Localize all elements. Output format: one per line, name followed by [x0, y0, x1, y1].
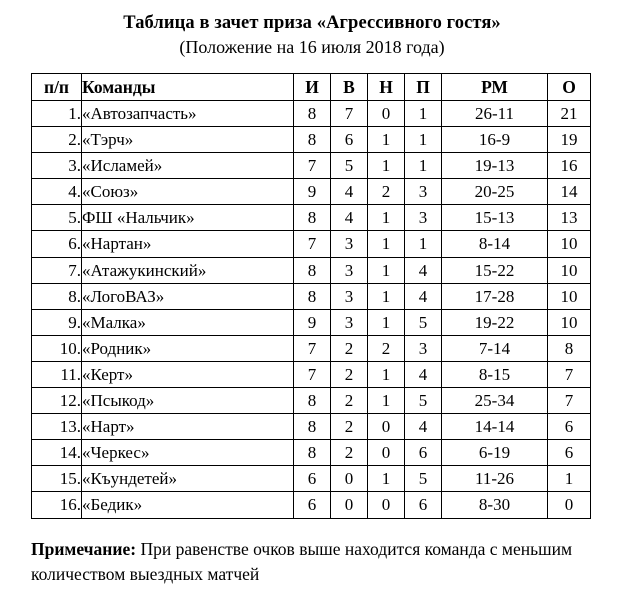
cell-games: 8	[294, 127, 331, 153]
cell-losses: 4	[405, 283, 442, 309]
cell-points: 7	[548, 388, 591, 414]
cell-draws: 1	[368, 388, 405, 414]
cell-games: 6	[294, 466, 331, 492]
cell-team: «Малка»	[82, 309, 294, 335]
cell-draws: 1	[368, 309, 405, 335]
column-header-draws: Н	[368, 74, 405, 101]
cell-rank: 1.	[32, 101, 82, 127]
cell-draws: 1	[368, 466, 405, 492]
cell-points: 8	[548, 335, 591, 361]
cell-goal-difference: 19-13	[442, 153, 548, 179]
column-header-games: И	[294, 74, 331, 101]
cell-draws: 0	[368, 492, 405, 518]
cell-losses: 4	[405, 257, 442, 283]
cell-team: ФШ «Нальчик»	[82, 205, 294, 231]
cell-wins: 2	[331, 388, 368, 414]
table-row	[32, 335, 591, 361]
table-header	[32, 74, 591, 101]
cell-draws: 2	[368, 179, 405, 205]
cell-wins: 4	[331, 179, 368, 205]
cell-losses: 1	[405, 127, 442, 153]
cell-goal-difference: 25-34	[442, 388, 548, 414]
cell-rank: 6.	[32, 231, 82, 257]
cell-points: 19	[548, 127, 591, 153]
cell-points: 0	[548, 492, 591, 518]
cell-goal-difference: 8-30	[442, 492, 548, 518]
cell-team: «Бедик»	[82, 492, 294, 518]
table-row	[32, 153, 591, 179]
cell-games: 9	[294, 179, 331, 205]
cell-wins: 2	[331, 414, 368, 440]
cell-team: «Тэрч»	[82, 127, 294, 153]
cell-draws: 1	[368, 257, 405, 283]
cell-rank: 9.	[32, 309, 82, 335]
table-row	[32, 257, 591, 283]
cell-team: «Псыкод»	[82, 388, 294, 414]
cell-losses: 3	[405, 179, 442, 205]
cell-wins: 0	[331, 466, 368, 492]
table-row	[32, 440, 591, 466]
cell-rank: 5.	[32, 205, 82, 231]
cell-team: «Исламей»	[82, 153, 294, 179]
cell-games: 8	[294, 283, 331, 309]
cell-rank: 11.	[32, 361, 82, 387]
cell-team: «Къундетей»	[82, 466, 294, 492]
cell-wins: 6	[331, 127, 368, 153]
column-header-wins: В	[331, 74, 368, 101]
cell-draws: 2	[368, 335, 405, 361]
table-row	[32, 414, 591, 440]
cell-team: «Союз»	[82, 179, 294, 205]
standings-table-container	[0, 73, 624, 519]
cell-wins: 3	[331, 283, 368, 309]
cell-draws: 1	[368, 361, 405, 387]
cell-goal-difference: 19-22	[442, 309, 548, 335]
cell-losses: 1	[405, 101, 442, 127]
cell-wins: 7	[331, 101, 368, 127]
footnote-label: Примечание:	[31, 538, 137, 559]
cell-points: 10	[548, 231, 591, 257]
cell-points: 1	[548, 466, 591, 492]
cell-wins: 2	[331, 440, 368, 466]
footnote	[0, 537, 624, 587]
table-row	[32, 388, 591, 414]
cell-goal-difference: 6-19	[442, 440, 548, 466]
cell-goal-difference: 15-13	[442, 205, 548, 231]
cell-losses: 3	[405, 205, 442, 231]
cell-points: 14	[548, 179, 591, 205]
cell-wins: 5	[331, 153, 368, 179]
table-row	[32, 127, 591, 153]
cell-wins: 2	[331, 361, 368, 387]
cell-team: «Черкес»	[82, 440, 294, 466]
cell-team: «Керт»	[82, 361, 294, 387]
cell-rank: 14.	[32, 440, 82, 466]
cell-rank: 16.	[32, 492, 82, 518]
cell-points: 10	[548, 309, 591, 335]
cell-losses: 4	[405, 361, 442, 387]
cell-rank: 13.	[32, 414, 82, 440]
cell-games: 6	[294, 492, 331, 518]
cell-draws: 0	[368, 440, 405, 466]
cell-wins: 3	[331, 309, 368, 335]
column-header-team: Команды	[82, 74, 294, 101]
cell-points: 7	[548, 361, 591, 387]
cell-losses: 6	[405, 440, 442, 466]
cell-rank: 10.	[32, 335, 82, 361]
cell-losses: 5	[405, 388, 442, 414]
cell-goal-difference: 20-25	[442, 179, 548, 205]
cell-rank: 15.	[32, 466, 82, 492]
cell-rank: 12.	[32, 388, 82, 414]
cell-goal-difference: 17-28	[442, 283, 548, 309]
cell-points: 6	[548, 440, 591, 466]
cell-losses: 1	[405, 231, 442, 257]
table-row	[32, 361, 591, 387]
column-header-goal-difference: РМ	[442, 74, 548, 101]
cell-games: 7	[294, 231, 331, 257]
cell-points: 6	[548, 414, 591, 440]
cell-goal-difference: 8-14	[442, 231, 548, 257]
cell-games: 8	[294, 101, 331, 127]
cell-team: «ЛогоВАЗ»	[82, 283, 294, 309]
cell-goal-difference: 14-14	[442, 414, 548, 440]
cell-draws: 1	[368, 153, 405, 179]
cell-team: «Нартан»	[82, 231, 294, 257]
cell-games: 8	[294, 414, 331, 440]
cell-draws: 1	[368, 205, 405, 231]
cell-losses: 1	[405, 153, 442, 179]
cell-rank: 8.	[32, 283, 82, 309]
cell-goal-difference: 11-26	[442, 466, 548, 492]
cell-wins: 3	[331, 231, 368, 257]
column-header-points: О	[548, 74, 591, 101]
cell-points: 16	[548, 153, 591, 179]
standings-table	[31, 73, 591, 519]
page-subtitle: (Положение на 16 июля 2018 года)	[179, 37, 445, 57]
table-row	[32, 466, 591, 492]
cell-rank: 4.	[32, 179, 82, 205]
cell-wins: 3	[331, 257, 368, 283]
cell-draws: 1	[368, 283, 405, 309]
table-row	[32, 231, 591, 257]
table-body	[32, 101, 591, 519]
cell-goal-difference: 7-14	[442, 335, 548, 361]
cell-games: 8	[294, 205, 331, 231]
cell-losses: 5	[405, 309, 442, 335]
cell-games: 7	[294, 153, 331, 179]
cell-points: 10	[548, 257, 591, 283]
cell-wins: 2	[331, 335, 368, 361]
cell-draws: 0	[368, 101, 405, 127]
cell-rank: 7.	[32, 257, 82, 283]
table-header-row	[32, 74, 591, 101]
cell-losses: 4	[405, 414, 442, 440]
heading-block	[0, 0, 624, 59]
cell-goal-difference: 16-9	[442, 127, 548, 153]
cell-team: «Атажукинский»	[82, 257, 294, 283]
table-row	[32, 179, 591, 205]
cell-games: 9	[294, 309, 331, 335]
cell-points: 13	[548, 205, 591, 231]
table-row	[32, 101, 591, 127]
column-header-rank: п/п	[32, 74, 82, 101]
cell-goal-difference: 8-15	[442, 361, 548, 387]
cell-games: 8	[294, 388, 331, 414]
cell-losses: 5	[405, 466, 442, 492]
table-row	[32, 309, 591, 335]
cell-rank: 2.	[32, 127, 82, 153]
cell-points: 10	[548, 283, 591, 309]
cell-games: 7	[294, 361, 331, 387]
cell-wins: 4	[331, 205, 368, 231]
cell-games: 8	[294, 440, 331, 466]
cell-draws: 0	[368, 414, 405, 440]
cell-draws: 1	[368, 231, 405, 257]
cell-team: «Родник»	[82, 335, 294, 361]
cell-goal-difference: 26-11	[442, 101, 548, 127]
footnote-text: При равенстве очков выше находится команда с меньшим количеством выездных матчей	[31, 538, 573, 584]
cell-team: «Нарт»	[82, 414, 294, 440]
table-row	[32, 283, 591, 309]
table-row	[32, 205, 591, 231]
cell-rank: 3.	[32, 153, 82, 179]
page-title: Таблица в зачет приза «Агрессивного гостя»	[123, 13, 501, 33]
cell-team: «Автозапчасть»	[82, 101, 294, 127]
cell-points: 21	[548, 101, 591, 127]
cell-draws: 1	[368, 127, 405, 153]
cell-goal-difference: 15-22	[442, 257, 548, 283]
cell-losses: 3	[405, 335, 442, 361]
cell-losses: 6	[405, 492, 442, 518]
cell-games: 7	[294, 335, 331, 361]
column-header-losses: П	[405, 74, 442, 101]
table-row	[32, 492, 591, 518]
cell-games: 8	[294, 257, 331, 283]
cell-wins: 0	[331, 492, 368, 518]
